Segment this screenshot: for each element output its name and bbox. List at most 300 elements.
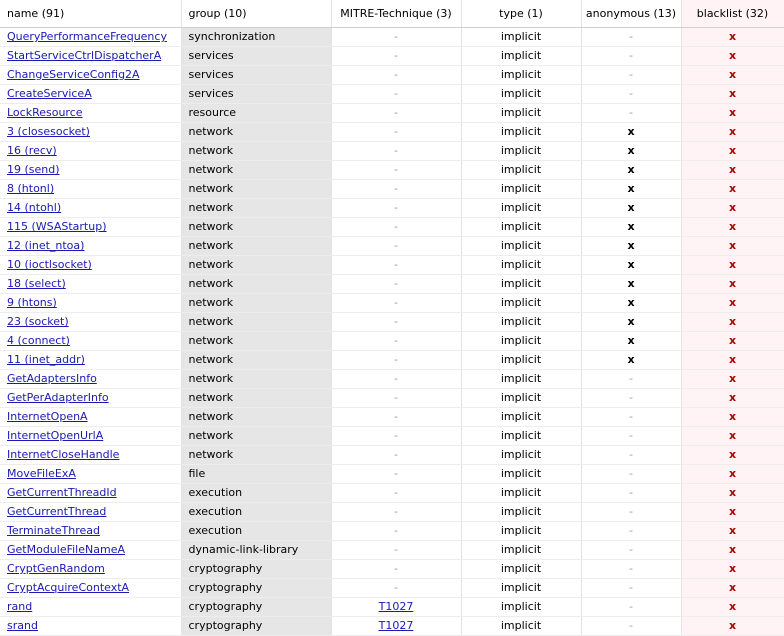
group-value-cell [181, 47, 331, 66]
blacklist-value-cell [681, 541, 784, 560]
group-value: network [188, 144, 234, 157]
group-value: network [188, 315, 234, 328]
mitre-technique-value-cell [331, 256, 461, 275]
anonymous-value-cell [581, 237, 681, 256]
mitre-technique-value-cell [331, 199, 461, 218]
mitre-technique-value-cell [331, 313, 461, 332]
blacklist-value-cell [681, 522, 784, 541]
blacklist-value: x [728, 543, 737, 556]
type-value-cell [461, 484, 581, 503]
blacklist-value-cell [681, 180, 784, 199]
type-value-cell [461, 408, 581, 427]
anonymous-value: x [627, 125, 635, 138]
function-name-link[interactable]: rand [7, 600, 33, 613]
blacklist-value: x [728, 619, 737, 632]
group-value-cell [181, 351, 331, 370]
table-row [0, 180, 784, 199]
mitre-technique-value: - [394, 315, 398, 328]
function-name-link-cell [0, 617, 181, 636]
mitre-technique-value-cell [331, 465, 461, 484]
function-name-link[interactable]: 12 (inet_ntoa) [7, 239, 85, 252]
function-name-link-cell [0, 503, 181, 522]
function-name-link[interactable]: TerminateThread [7, 524, 100, 537]
function-name-link[interactable]: GetCurrentThreadId [7, 486, 117, 499]
table-row [0, 541, 784, 560]
function-name-link[interactable]: 18 (select) [7, 277, 66, 290]
function-name-link[interactable]: StartServiceCtrlDispatcherA [7, 49, 162, 62]
mitre-technique-value: - [394, 562, 398, 575]
type-value: implicit [500, 467, 542, 480]
group-value: services [188, 87, 234, 100]
group-value: network [188, 182, 234, 195]
table-row [0, 28, 784, 47]
mitre-technique-value: - [394, 68, 398, 81]
anonymous-value: - [629, 372, 633, 385]
mitre-technique-value-cell [331, 104, 461, 123]
blacklist-value: x [728, 258, 737, 271]
type-value-cell [461, 579, 581, 598]
blacklist-value-cell [681, 85, 784, 104]
function-name-link[interactable]: 16 (recv) [7, 144, 57, 157]
column-header-anonymous[interactable]: anonymous (13) [581, 0, 681, 28]
function-name-link-cell [0, 332, 181, 351]
mitre-technique-value: - [394, 467, 398, 480]
anonymous-value-cell [581, 541, 681, 560]
group-value-cell [181, 408, 331, 427]
function-name-link-cell [0, 370, 181, 389]
group-value-cell [181, 560, 331, 579]
blacklist-value: x [728, 315, 737, 328]
anonymous-value-cell [581, 351, 681, 370]
blacklist-value: x [728, 353, 737, 366]
anonymous-value: - [629, 619, 633, 632]
group-value: execution [188, 486, 243, 499]
function-name-link[interactable]: LockResource [7, 106, 83, 119]
table-row [0, 313, 784, 332]
anonymous-value-cell [581, 104, 681, 123]
function-name-link-cell [0, 275, 181, 294]
blacklist-value-cell [681, 389, 784, 408]
table-row [0, 161, 784, 180]
type-value: implicit [500, 562, 542, 575]
mitre-technique-value: - [394, 543, 398, 556]
function-name-link-cell [0, 28, 181, 47]
blacklist-value: x [728, 410, 737, 423]
blacklist-value-cell [681, 598, 784, 617]
type-value-cell [461, 28, 581, 47]
table-row [0, 351, 784, 370]
mitre-technique-value: - [394, 505, 398, 518]
group-value-cell [181, 28, 331, 47]
mitre-technique-value-cell [331, 142, 461, 161]
mitre-technique-value-cell [331, 522, 461, 541]
type-value-cell [461, 218, 581, 237]
blacklist-value-cell [681, 104, 784, 123]
blacklist-value-cell [681, 275, 784, 294]
function-name-link[interactable]: 19 (send) [7, 163, 60, 176]
anonymous-value-cell [581, 123, 681, 142]
mitre-technique-value-cell [331, 370, 461, 389]
type-value-cell [461, 199, 581, 218]
anonymous-value: x [627, 353, 635, 366]
type-value: implicit [500, 220, 542, 233]
type-value-cell [461, 294, 581, 313]
column-header-blacklist[interactable]: blacklist (32) [681, 0, 784, 28]
blacklist-value-cell [681, 218, 784, 237]
function-name-link[interactable]: CryptAcquireContextA [7, 581, 130, 594]
group-value: network [188, 125, 234, 138]
blacklist-value: x [728, 296, 737, 309]
type-value-cell [461, 85, 581, 104]
blacklist-value-cell [681, 617, 784, 636]
group-value-cell [181, 617, 331, 636]
function-name-link[interactable]: GetModuleFileNameA [7, 543, 125, 556]
group-value: file [188, 467, 206, 480]
group-value-cell [181, 503, 331, 522]
blacklist-value-cell [681, 294, 784, 313]
blacklist-value: x [728, 87, 737, 100]
group-value-cell [181, 427, 331, 446]
blacklist-value: x [728, 562, 737, 575]
group-value-cell [181, 313, 331, 332]
type-value: implicit [500, 277, 542, 290]
function-name-link-cell [0, 598, 181, 617]
type-value: implicit [500, 581, 542, 594]
table-row [0, 123, 784, 142]
mitre-technique-value-cell [331, 332, 461, 351]
type-value: implicit [500, 410, 542, 423]
header-row [0, 0, 784, 28]
anonymous-value: - [629, 49, 633, 62]
anonymous-value: - [629, 467, 633, 480]
anonymous-value-cell [581, 218, 681, 237]
table-row [0, 104, 784, 123]
anonymous-value-cell [581, 617, 681, 636]
function-name-link[interactable]: srand [7, 619, 38, 632]
anonymous-value: x [627, 315, 635, 328]
type-value: implicit [500, 163, 542, 176]
mitre-technique-value-cell [331, 294, 461, 313]
type-value-cell [461, 332, 581, 351]
blacklist-value: x [728, 429, 737, 442]
table-row [0, 142, 784, 161]
function-name-link-cell [0, 351, 181, 370]
anonymous-value: - [629, 410, 633, 423]
group-value: cryptography [188, 581, 263, 594]
blacklist-value: x [728, 30, 737, 43]
group-value: network [188, 296, 234, 309]
function-name-link-cell [0, 446, 181, 465]
anonymous-value-cell [581, 66, 681, 85]
mitre-technique-link-cell [331, 598, 461, 617]
anonymous-value-cell [581, 370, 681, 389]
table-row [0, 199, 784, 218]
mitre-technique-value-cell [331, 275, 461, 294]
anonymous-value-cell [581, 598, 681, 617]
mitre-technique-value: - [394, 106, 398, 119]
mitre-technique-value: - [394, 524, 398, 537]
group-value-cell [181, 275, 331, 294]
function-name-link[interactable]: CreateServiceA [7, 87, 92, 100]
type-value: implicit [500, 334, 542, 347]
group-value-cell [181, 579, 331, 598]
type-value: implicit [500, 87, 542, 100]
type-value: implicit [500, 125, 542, 138]
type-value: implicit [500, 68, 542, 81]
blacklist-value-cell [681, 484, 784, 503]
blacklist-value-cell [681, 560, 784, 579]
table-row [0, 408, 784, 427]
blacklist-value: x [728, 486, 737, 499]
table-row [0, 275, 784, 294]
type-value: implicit [500, 30, 542, 43]
group-value: dynamic-link-library [188, 543, 299, 556]
mitre-technique-value: - [394, 372, 398, 385]
anonymous-value-cell [581, 427, 681, 446]
type-value: implicit [500, 448, 542, 461]
mitre-technique-value: - [394, 163, 398, 176]
type-value: implicit [500, 239, 542, 252]
anonymous-value: - [629, 562, 633, 575]
type-value: implicit [500, 106, 542, 119]
function-name-link-cell [0, 256, 181, 275]
group-value: network [188, 410, 234, 423]
mitre-technique-value-cell [331, 66, 461, 85]
group-value: synchronization [188, 30, 276, 43]
group-value: cryptography [188, 562, 263, 575]
type-value: implicit [500, 49, 542, 62]
blacklist-value: x [728, 581, 737, 594]
function-name-link[interactable]: InternetCloseHandle [7, 448, 120, 461]
function-name-link[interactable]: GetPerAdapterInfo [7, 391, 109, 404]
type-value-cell [461, 66, 581, 85]
table-row [0, 617, 784, 636]
blacklist-value-cell [681, 313, 784, 332]
anonymous-value-cell [581, 199, 681, 218]
type-value: implicit [500, 353, 542, 366]
mitre-technique-link[interactable]: T1027 [378, 619, 414, 632]
type-value-cell [461, 446, 581, 465]
function-name-link[interactable]: QueryPerformanceFrequency [7, 30, 167, 43]
blacklist-value: x [728, 277, 737, 290]
anonymous-value: x [627, 144, 635, 157]
group-value-cell [181, 522, 331, 541]
anonymous-value: - [629, 429, 633, 442]
table-row [0, 218, 784, 237]
group-value-cell [181, 161, 331, 180]
type-value-cell [461, 598, 581, 617]
type-value-cell [461, 465, 581, 484]
group-value-cell [181, 66, 331, 85]
function-name-link-cell [0, 313, 181, 332]
function-name-link[interactable]: 10 (ioctlsocket) [7, 258, 92, 271]
function-name-link[interactable]: InternetOpenA [7, 410, 88, 423]
column-header-group[interactable]: group (10) [181, 0, 331, 28]
function-name-link-cell [0, 579, 181, 598]
anonymous-value-cell [581, 275, 681, 294]
blacklist-value: x [728, 391, 737, 404]
type-value: implicit [500, 543, 542, 556]
mitre-technique-value: - [394, 144, 398, 157]
anonymous-value-cell [581, 313, 681, 332]
function-name-link[interactable]: 8 (htonl) [7, 182, 55, 195]
function-name-link-cell [0, 427, 181, 446]
type-value-cell [461, 522, 581, 541]
blacklist-value-cell [681, 579, 784, 598]
function-name-link[interactable]: 23 (socket) [7, 315, 69, 328]
anonymous-value-cell [581, 85, 681, 104]
mitre-technique-value: - [394, 87, 398, 100]
mitre-technique-value-cell [331, 579, 461, 598]
type-value-cell [461, 123, 581, 142]
mitre-technique-value-cell [331, 123, 461, 142]
blacklist-value: x [728, 201, 737, 214]
column-header-mitre-technique[interactable]: MITRE-Technique (3) [331, 0, 461, 28]
type-value: implicit [500, 505, 542, 518]
group-value: network [188, 220, 234, 233]
mitre-technique-value: - [394, 581, 398, 594]
mitre-technique-value: - [394, 353, 398, 366]
blacklist-value-cell [681, 237, 784, 256]
type-value-cell [461, 503, 581, 522]
anonymous-value: - [629, 391, 633, 404]
function-name-link-cell [0, 85, 181, 104]
mitre-technique-value-cell [331, 446, 461, 465]
anonymous-value: - [629, 486, 633, 499]
table-row [0, 427, 784, 446]
mitre-technique-value-cell [331, 85, 461, 104]
mitre-technique-value: - [394, 296, 398, 309]
anonymous-value-cell [581, 465, 681, 484]
function-name-link-cell [0, 142, 181, 161]
function-name-link[interactable]: 115 (WSAStartup) [7, 220, 107, 233]
blacklist-value: x [728, 448, 737, 461]
table-row [0, 332, 784, 351]
function-name-link[interactable]: 3 (closesocket) [7, 125, 90, 138]
mitre-technique-link[interactable]: T1027 [378, 600, 414, 613]
mitre-technique-value: - [394, 30, 398, 43]
function-name-link[interactable]: CryptGenRandom [7, 562, 105, 575]
blacklist-value-cell [681, 142, 784, 161]
blacklist-value: x [728, 467, 737, 480]
blacklist-value: x [728, 524, 737, 537]
anonymous-value-cell [581, 294, 681, 313]
function-name-link-cell [0, 541, 181, 560]
anonymous-value: x [627, 182, 635, 195]
function-name-link[interactable]: 4 (connect) [7, 334, 70, 347]
type-value-cell [461, 180, 581, 199]
mitre-technique-value-cell [331, 47, 461, 66]
blacklist-value: x [728, 49, 737, 62]
mitre-technique-value: - [394, 239, 398, 252]
column-header-name[interactable]: name (91) [0, 0, 181, 28]
anonymous-value: - [629, 581, 633, 594]
table-row [0, 598, 784, 617]
group-value-cell [181, 237, 331, 256]
blacklist-value-cell [681, 446, 784, 465]
function-name-link[interactable]: 11 (inet_addr) [7, 353, 85, 366]
function-name-link-cell [0, 66, 181, 85]
function-name-link-cell [0, 104, 181, 123]
group-value: network [188, 429, 234, 442]
blacklist-value-cell [681, 123, 784, 142]
type-value: implicit [500, 372, 542, 385]
table-row [0, 66, 784, 85]
type-value: implicit [500, 201, 542, 214]
mitre-technique-value: - [394, 201, 398, 214]
mitre-technique-value: - [394, 486, 398, 499]
group-value: services [188, 49, 234, 62]
mitre-technique-value-cell [331, 180, 461, 199]
function-name-link[interactable]: MoveFileExA [7, 467, 76, 480]
blacklist-value: x [728, 220, 737, 233]
mitre-technique-value: - [394, 49, 398, 62]
type-value: implicit [500, 182, 542, 195]
function-name-link[interactable]: 14 (ntohl) [7, 201, 62, 214]
blacklist-value-cell [681, 427, 784, 446]
mitre-technique-value: - [394, 410, 398, 423]
type-value-cell [461, 351, 581, 370]
function-name-link-cell [0, 161, 181, 180]
type-value-cell [461, 237, 581, 256]
anonymous-value: - [629, 524, 633, 537]
column-header-type[interactable]: type (1) [461, 0, 581, 28]
function-name-link-cell [0, 237, 181, 256]
type-value-cell [461, 47, 581, 66]
group-value: network [188, 258, 234, 271]
type-value: implicit [500, 296, 542, 309]
group-value: network [188, 201, 234, 214]
type-value-cell [461, 560, 581, 579]
type-value-cell [461, 427, 581, 446]
function-name-link[interactable]: InternetOpenUrlA [7, 429, 104, 442]
anonymous-value-cell [581, 579, 681, 598]
table-row [0, 560, 784, 579]
blacklist-value-cell [681, 28, 784, 47]
anonymous-value: x [627, 163, 635, 176]
mitre-technique-value-cell [331, 28, 461, 47]
table-row [0, 47, 784, 66]
anonymous-value-cell [581, 180, 681, 199]
function-name-link[interactable]: GetAdaptersInfo [7, 372, 97, 385]
type-value-cell [461, 256, 581, 275]
group-value-cell [181, 541, 331, 560]
blacklist-value: x [728, 182, 737, 195]
function-name-link[interactable]: 9 (htons) [7, 296, 57, 309]
group-value-cell [181, 199, 331, 218]
anonymous-value: - [629, 87, 633, 100]
blacklist-value-cell [681, 256, 784, 275]
anonymous-value-cell [581, 47, 681, 66]
function-name-link[interactable]: ChangeServiceConfig2A [7, 68, 140, 81]
type-value: implicit [500, 391, 542, 404]
mitre-technique-value: - [394, 277, 398, 290]
mitre-technique-value-cell [331, 389, 461, 408]
group-value-cell [181, 123, 331, 142]
table-row [0, 579, 784, 598]
mitre-technique-value-cell [331, 560, 461, 579]
group-value: network [188, 372, 234, 385]
anonymous-value-cell [581, 484, 681, 503]
mitre-technique-value-cell [331, 541, 461, 560]
anonymous-value-cell [581, 161, 681, 180]
mitre-technique-value: - [394, 334, 398, 347]
group-value: network [188, 277, 234, 290]
group-value: network [188, 163, 234, 176]
blacklist-value-cell [681, 408, 784, 427]
group-value: network [188, 239, 234, 252]
function-name-link[interactable]: GetCurrentThread [7, 505, 107, 518]
